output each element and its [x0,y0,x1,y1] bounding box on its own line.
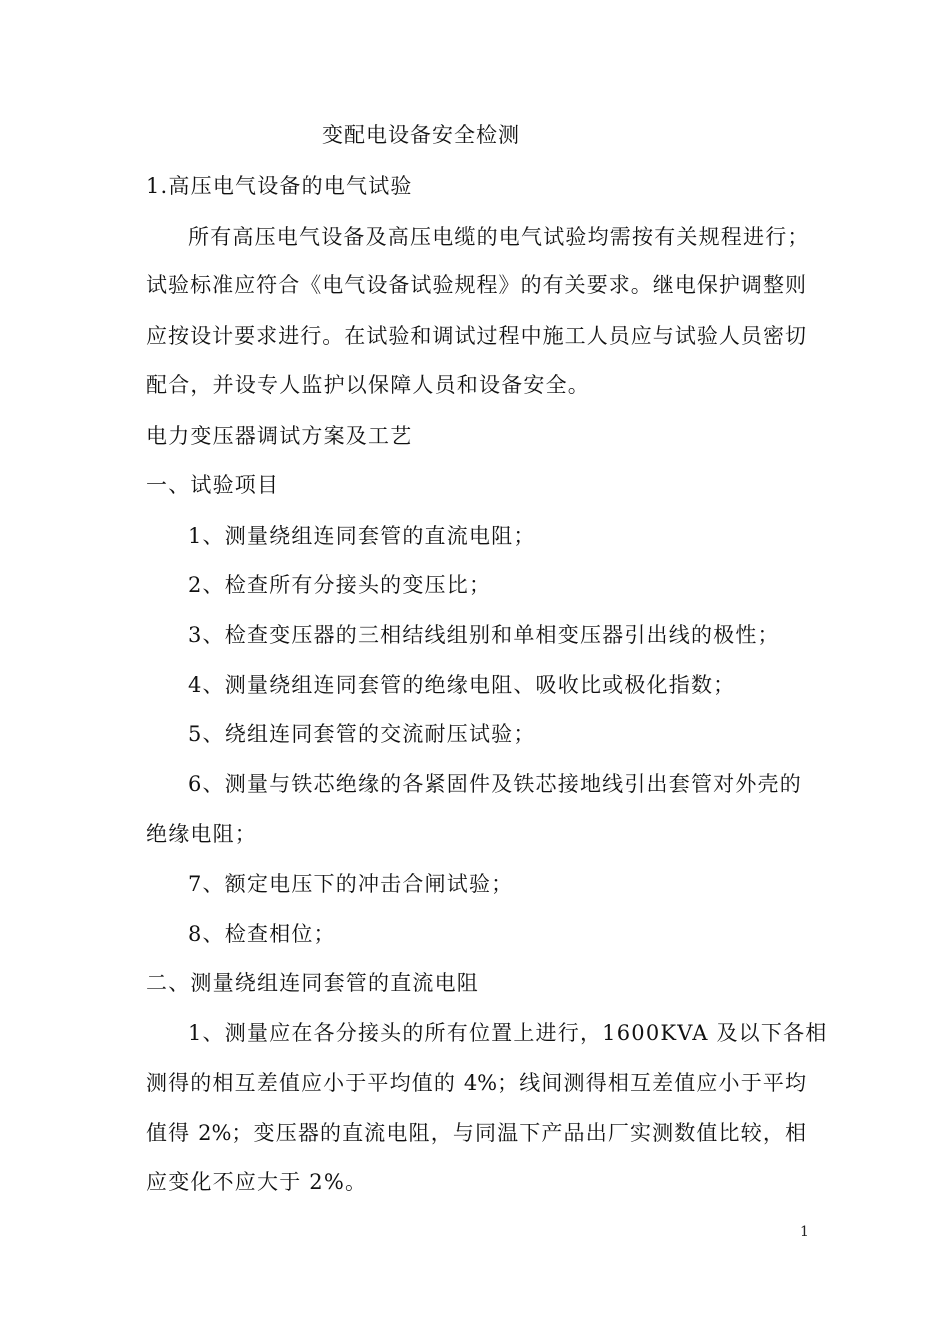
paragraph-line: 所有高压电气设备及高压电缆的电气试验均需按有关规程进行； [188,225,810,249]
dc-resistance-paragraph-line: 应变化不应大于 2%。 [146,1170,368,1194]
paragraph-line: 应按设计要求进行。在试验和调试过程中施工人员应与试验人员密切 [146,324,806,348]
test-item: 1、测量绕组连同套管的直流电阻； [188,524,536,548]
dc-resistance-heading: 二、测量绕组连同套管的直流电阻 [146,971,479,995]
transformer-commissioning-heading: 电力变压器调试方案及工艺 [146,424,413,448]
page-number: 1 [800,1224,809,1240]
dc-resistance-paragraph-line: 1、测量应在各分接头的所有位置上进行，1600KVA 及以下各相 [188,1021,828,1045]
document-title: 变配电设备安全检测 [322,123,520,147]
test-item: 7、额定电压下的冲击合闸试验； [188,872,514,896]
test-item: 2、检查所有分接头的变压比； [188,573,492,597]
test-item: 5、绕组连同套管的交流耐压试验； [188,722,536,746]
paragraph-line: 配合，并设专人监护以保障人员和设备安全。 [146,373,590,397]
paragraph-line: 试验标准应符合《电气设备试验规程》的有关要求。继电保护调整则 [146,273,806,297]
test-items-heading: 一、试验项目 [146,473,280,497]
test-item: 4、测量绕组连同套管的绝缘电阻、吸收比或极化指数； [188,673,736,697]
test-item-continuation: 绝缘电阻； [146,822,257,846]
section-heading-high-voltage-tests: 1.高压电气设备的电气试验 [146,174,413,198]
test-item: 3、检查变压器的三相结线组别和单相变压器引出线的极性； [188,623,780,647]
dc-resistance-paragraph-line: 值得 2%；变压器的直流电阻，与同温下产品出厂实测数值比较，相 [146,1121,806,1145]
dc-resistance-paragraph-line: 测得的相互差值应小于平均值的 4%；线间测得相互差值应小于平均 [146,1071,806,1095]
test-item: 6、测量与铁芯绝缘的各紧固件及铁芯接地线引出套管对外壳的 [188,772,802,796]
test-item: 8、检查相位； [188,922,336,946]
